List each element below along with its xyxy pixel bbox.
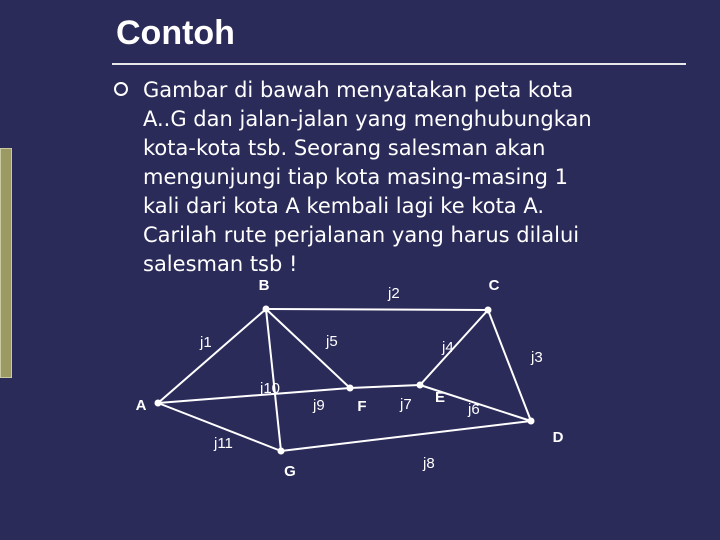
edge-label-j11: j11 [214,435,233,452]
edge-label-j7: j7 [400,396,412,413]
edge-j2 [266,309,488,310]
edge-label-j5: j5 [326,333,338,350]
edge-label-j4: j4 [442,339,454,356]
node-label-E: E [434,389,446,406]
edge-label-j3: j3 [531,349,543,366]
edge-j3 [488,310,531,421]
edge-j1 [158,309,266,403]
node-F [347,385,354,392]
node-E [417,382,424,389]
node-D [528,418,535,425]
edge-label-j10: j10 [260,380,281,397]
node-C [485,307,492,314]
edge-j4 [420,310,488,385]
edge-j8 [281,421,531,451]
edge-label-j1: j1 [200,334,212,351]
node-label-A: A [135,397,147,414]
node-A [155,400,162,407]
node-label-G: G [284,463,296,480]
node-label-B: B [258,277,270,294]
node-label-F: F [357,398,367,415]
edge-label-j2: j2 [388,285,400,302]
edge-label-j6: j6 [468,401,480,418]
edge-label-j9: j9 [313,397,325,414]
node-B [263,306,270,313]
node-G [278,448,285,455]
problem-statement: Gambar di bawah menyatakan peta kota A..G dan jalan-jalan yang menghubungkan kota-kota tsb. Seorang salesman akan mengunjungi tiap kota masing-masing 1 kali dari kota A kembali lagi ke kota A. Carilah rute perjalanan yang harus dilalui salesman tsb ! [143,78,592,276]
node-label-D: D [552,429,564,446]
edge-j7 [350,385,420,388]
slide-title: Contoh [116,14,235,52]
node-label-C: C [488,277,500,294]
edge-label-j8: j8 [423,455,435,472]
